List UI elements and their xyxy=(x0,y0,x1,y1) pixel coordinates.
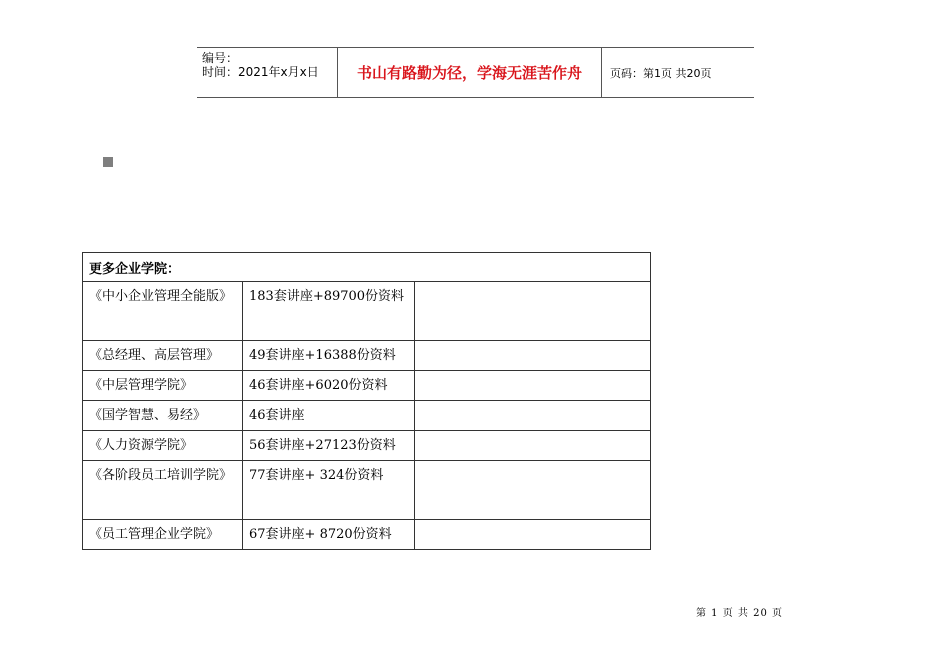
bullet-square-icon xyxy=(103,157,113,167)
page-footer: 第 1 页 共 20 页 xyxy=(696,608,783,619)
table-row xyxy=(83,341,651,371)
table-row xyxy=(83,401,651,431)
course-desc: 183套讲座+89700份资料 xyxy=(243,282,415,341)
table-row xyxy=(83,431,651,461)
number-label: 编号： xyxy=(202,51,239,65)
course-desc: 56套讲座+27123份资料 xyxy=(243,431,415,461)
course-desc: 46套讲座 xyxy=(243,401,415,431)
course-extra xyxy=(415,461,651,520)
course-desc: 46套讲座+6020份资料 xyxy=(243,371,415,401)
course-table xyxy=(82,252,651,550)
course-extra xyxy=(415,282,651,341)
header-motto: 书山有路勤为径，学海无涯苦作舟 xyxy=(338,48,602,97)
course-desc: 67套讲座+ 8720份资料 xyxy=(243,520,415,550)
course-extra xyxy=(415,520,651,550)
course-desc: 77套讲座+ 324份资料 xyxy=(243,461,415,520)
header-meta xyxy=(197,48,338,97)
course-name: 《人力资源学院》 xyxy=(83,431,243,461)
page-header xyxy=(197,47,754,98)
header-page-info: 页码：第1页 共20页 xyxy=(610,66,712,80)
course-name: 《中层管理学院》 xyxy=(83,371,243,401)
course-name: 《员工管理企业学院》 xyxy=(83,520,243,550)
table-row xyxy=(83,282,651,341)
course-extra xyxy=(415,401,651,431)
course-extra xyxy=(415,431,651,461)
course-extra xyxy=(415,371,651,401)
course-name: 《各阶段员工培训学院》 xyxy=(83,461,243,520)
course-name: 《总经理、高层管理》 xyxy=(83,341,243,371)
table-row xyxy=(83,371,651,401)
table-row xyxy=(83,461,651,520)
table-row xyxy=(83,520,651,550)
course-name: 《国学智慧、易经》 xyxy=(83,401,243,431)
course-desc: 49套讲座+16388份资料 xyxy=(243,341,415,371)
time-label: 时间：2021年x月x日 xyxy=(202,65,319,79)
table-title: 更多企业学院： xyxy=(83,253,651,282)
course-name: 《中小企业管理全能版》 xyxy=(83,282,243,341)
course-extra xyxy=(415,341,651,371)
